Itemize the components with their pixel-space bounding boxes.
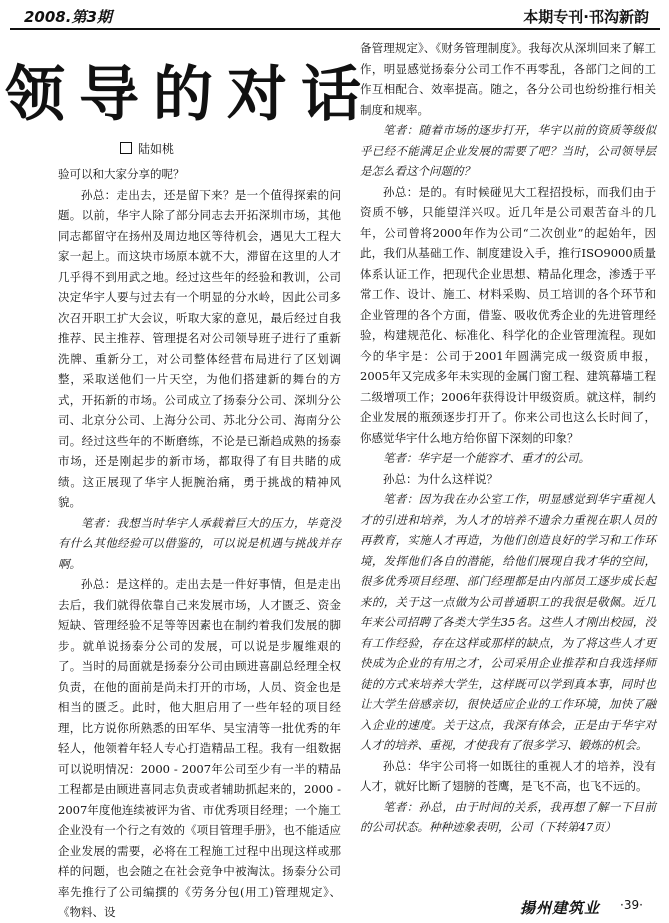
publication-logo: 揚州建筑业	[520, 899, 601, 917]
header-rule	[10, 28, 660, 30]
paragraph: 笔者：我想当时华宇人承载着巨大的压力，毕竟没有什么其他经验可以借鉴的，可以说是机遇与挑战并存啊。	[58, 515, 341, 571]
right-column	[360, 38, 656, 838]
paragraph: 孙总：是的。有时候碰见大工程招投标，而我们由于资质不够，只能望洋兴叹。近几年是公司艰苦奋斗的几年，公司曾将2000年作为公司“二次创业”的起始年，因此，我们从基础工作、制度建设入手，推行ISO9000质量体系认证工作，把现代企业思想、精品化理念，渗透于平常工作、设计、施工、材料采购、员工培训的各个环节和企业管理的各个方面，借鉴、吸收优秀企业的先进管理经验，构建规范化、标准化、科学化的企业管理流程。现如今的华宇是：公司于2001年圆满完成一级资质申报，2005年又完成多年未实现的金属门窗工程、建筑幕墙工程二级增项工作；2006年获得设计甲级资质。就这样，制约企业发展的瓶颈逐步打开了。你来公司也这么长时间了，你感觉华宇什么地方给你留下深刻的印象？	[360, 184, 656, 445]
page-number: ·39·	[620, 898, 643, 912]
paragraph: 笔者：因为我在办公室工作，明显感觉到华宇重视人才的引进和培养，为人才的培养不遗余力重视在职人员的再教育，实施人才再造，为他们创造良好的学习和工作环境，发挥他们各自的潜能，给他们展现自我才华的空间，很多优秀项目经理、部门经理都是由内部员工逐步成长起来的，关于这一点做为公司普通职工的我很是敬佩。近几年来公司招聘了各类大学生35名。这些人才刚出校园，没有工作经验，存在这样或那样的缺点，为了将这些人才更快成为企业的有用之才，公司采用企业推荐和自我选择师徒的方式来培养大学生，这样既可以学到真本事，同时也让大学生倍感亲切，很快适应企业的工作环境，加快了融入企业的速度。关于这点，我深有体会，正是由于华宇对人才的培养、重视，才使我有了很多学习、锻炼的机会。	[360, 492, 656, 752]
byline	[120, 140, 174, 157]
paragraph: 验可以和大家分享的呢？	[58, 167, 185, 181]
left-column	[58, 164, 341, 923]
paragraph: 孙总：走出去，还是留下来？是一个值得探索的问题。以前，华宇人除了部分同志去开拓深圳市场，其他同志都留守在扬州及周边地区等待机会，遇见大工程大家一起上。而这块市场原本就不大，滞留在这里的人才几乎得不到用武之地。经过这些年的经验和教训，公司决定华宇人要与过去有一个明显的分水岭，因此公司多次召开职工扩大会议，听取大家的意见，最后经过自我推荐、民主推荐、管理提名对公司领导班子进行了重新洗牌、重新分工，对公司整体经营布局进行了区划调整，采取送他们一片天空，为他们搭建新的舞台的方式，开拓新的市场。公司成立了扬泰分公司、深圳分公司、北京分公司、上海分公司、苏北分公司、海南分公司。经过这些年的不断磨练，不论是已渐趋成熟的扬泰市场，还是刚起步的新市场，都取得了有目共睹的成绩。这正展现了华宇人扼腕治痛，勇于挑战的精神风貌。	[58, 187, 341, 509]
issue-label: 2008.第3期	[24, 8, 112, 26]
paragraph: 孙总：是这样的。走出去是一件好事情，但是走出去后，我们就得依靠自己来发展市场，人才匮乏、资金短缺、管理经验不足等等因素也在制约着我们发展的脚步。就单说扬泰分公司的发展，可以说是步履维艰的了。当时的局面就是扬泰分公司由顾进喜副总经理全权负责，在他的面前是尚未打开的市场，人员、资金也是相当的匮乏。此时，他大胆启用了一些年轻的项目经理，比方说你所熟悉的田军华、吴宝清等一批优秀的年轻人，他领着年轻人专心打造精品工程。我有一组数据可以说明情况：2000 - 2007年公司至少有一半的精品工程都是由顾进喜同志负责或者辅助抓起来的，2000 - 2007年度他连续被评为省、市优秀项目经理；一个施工企业没有一个行之有效的《项目管理手册》，也不能适应企业发展的需要，必将在工程施工过程中出现这样或那样的问题，也会随之在社会竞争中被淘汰。扬泰分公司率先推行了公司编撰的《劳务分包(用工)管理规定》、《物料、设	[58, 577, 341, 919]
square-icon	[120, 142, 132, 154]
paragraph: 备管理规定》、《财务管理制度》。我每次从深圳回来了解工作，明显感觉扬泰分公司工作不再零乱，各部门之间的工作互相配合、效率提高。随之，各分公司也纷纷推行相关制度和规率。	[360, 41, 656, 117]
page-header	[0, 0, 669, 30]
paragraph: 孙总：为什么这样说？	[383, 471, 498, 486]
author-name: 陆如桃	[138, 142, 175, 156]
paragraph: 笔者：华宇是一个能容才、重才的公司。	[383, 451, 590, 465]
section-label: 本期专刊·邗沟新韵	[523, 8, 649, 26]
paragraph: 笔者：孙总，由于时间的关系，我再想了解一下目前的公司状态。种种迹象表明，公司（下转第47页）	[360, 799, 656, 834]
paragraph: 笔者：随着市场的逐步打开，华宇以前的资质等级似乎已经不能满足企业发展的需要了吧？当时，公司领导层是怎么看这个问题的？	[360, 123, 656, 178]
article-title: 领导的对话	[5, 60, 375, 130]
paragraph: 孙总：华宇公司将一如既往的重视人才的培养，没有人才，就好比断了翅膀的苍鹰，是飞不高，也飞不远的。	[360, 758, 656, 793]
